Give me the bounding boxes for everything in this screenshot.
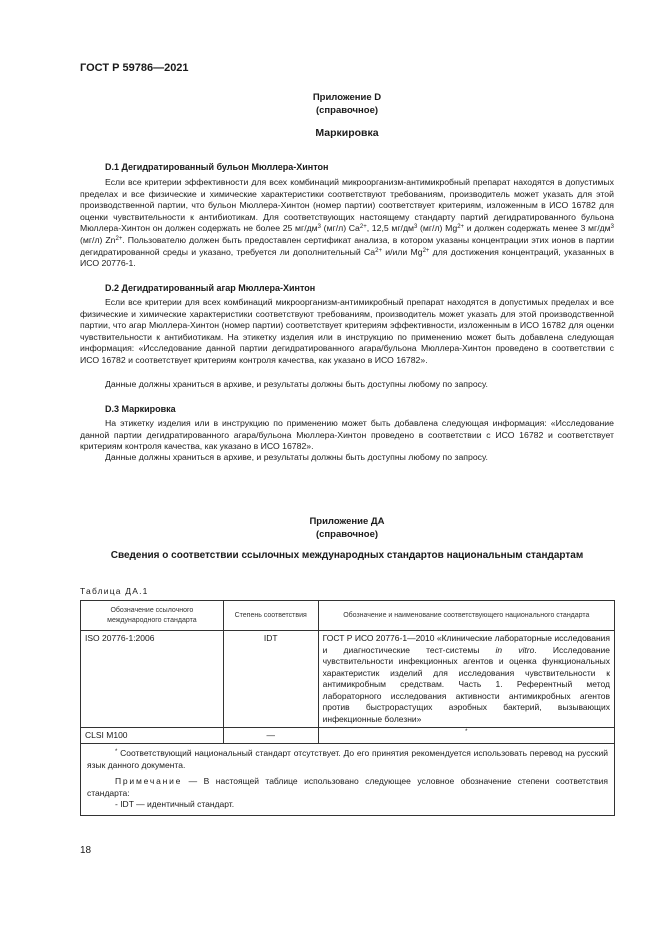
table-row — [81, 728, 615, 744]
appendix-da-subtitle: (справочное) — [315, 529, 379, 540]
appendix-d-subtitle: (справочное) — [315, 105, 379, 116]
table-footer — [81, 744, 615, 816]
page-number: 18 — [80, 845, 92, 856]
document-code: ГОСТ Р 59786—2021 — [80, 62, 189, 74]
cell-standard: CLSI M100 — [81, 728, 224, 744]
cell-national: ГОСТ Р ИСО 20776-1—2010 «Клинические лабораторные исследования и диагностические тест-системы in vitro. Исследование чувствительности инфекционных агентов и оценка функциональных характеристик изделий для исследования чувствительности к антимикробным средствам. Часть 1. Референтный метод лабораторного исследования активности антимикробных агентов против быстрорастущих аэробных бактерий, вызывающих инфекционные болезни» — [318, 631, 614, 728]
table-header-row — [81, 601, 615, 631]
section-d1-paragraph: Если все критерии эффективности для всех комбинаций микроорганизм-антимикробный препарат находятся в допустимых пределах и все физические и химические характеристики соответствуют требованиям, производитель может указать для этой производственной партии, что бульон Мюллера-Хинтон (номер партии) соответствует критериям, изложенным в ИСО 16782 для оценки чувствительности к антибиотикам. Для соответствующих настоящему стандарту партий дегидратированного бульона Мюллера-Хинтон он должен содержать не более 25 $мг/дм^3$ (мг/л) $Ca^{2+}$, 12,5 $мг/дм^3$ (мг/л) $Mg^{2+}$ и должен содержать менее 3 $мг/дм^3$ (мг/л) $Zn^{2+}$. Пользователю должен быть предоставлен сертификат анализа, в котором указаны концентрации этих ионов в партии дегидратированной среды и указано, требуется ли дополнительный $Ca^{2+}$ и/или $Mg^{2+}$ для достижения концентраций, указанных в ИСО 20776-1. — [80, 177, 614, 269]
table-note: Примечание — В настоящей таблице использовано следующее условное обозначение степени соответствия стандарта: — [87, 776, 608, 798]
cell-degree: IDT — [223, 631, 318, 728]
cell-national: * — [318, 728, 614, 744]
cell-degree: — — [223, 728, 318, 744]
header-international-standard: Обозначение ссылочного международного стандарта — [81, 601, 224, 631]
section-d3-title: D.3 Маркировка — [105, 404, 176, 414]
section-d3-paragraph-2: Данные должны храниться в архиве, и результаты должны быть доступны любому по запросу. — [105, 452, 488, 462]
section-d3-paragraph-1: На этикетку изделия или в инструкцию по применению может быть добавлена следующая информация: «Исследование данной партии дегидратированного агара/бульона Мюллера-Хинтон проведено в соответствии с ИСО 16782 и соответствует критериям контроля качества, как указано в ИСО 16782». — [80, 418, 614, 452]
appendix-d-heading: Маркировка — [315, 127, 379, 139]
footnote: * Соответствующий национальный стандарт отсутствует. До его принятия рекомендуется использовать перевод на русский язык данного документа. — [87, 748, 608, 770]
correspondence-table — [80, 600, 615, 816]
table-row — [81, 631, 615, 728]
cell-standard: ISO 20776-1:2006 — [81, 631, 224, 728]
appendix-da-title: Приложение ДА — [309, 516, 385, 527]
section-d1-title: D.1 Дегидратированный бульон Мюллера-Хинтон — [105, 162, 329, 172]
appendix-d-title: Приложение D — [312, 92, 382, 103]
table-footer-row — [81, 744, 615, 816]
header-degree: Степень соответствия — [223, 601, 318, 631]
section-d2-title: D.2 Дегидратированный агар Мюллера-Хинтон — [105, 283, 316, 293]
section-d2-paragraph-1: Если все критерии для всех комбинаций микроорганизм-антимикробный препарат находятся в допустимых пределах и все физические и химические характеристики соответствуют требованиям, производитель может указать для этой производственной партии, что агар Мюллера-Хинтон (номер партии) соответствует критериям эффективности, изложенным в ИСО 16782 для оценки чувствительности к антибиотикам. На этикетку изделия или в инструкцию по применению может быть добавлена следующая информация: «Исследование данной партии дегидратированного агара/бульона Мюллера-Хинтон проведено в соответствии с ИСО 16782 и соответствует критериям контроля качества, как указано в ИСО 16782». — [80, 297, 614, 365]
table-caption: Таблица ДА.1 — [80, 586, 149, 596]
section-d2-paragraph-2: Данные должны храниться в архиве, и результаты должны быть доступны любому по запросу. — [105, 379, 488, 389]
table-note-item: - IDT — идентичный стандарт. — [115, 799, 235, 809]
appendix-da-heading: Сведения о соответствии ссылочных международных стандартов национальным стандартам — [110, 550, 584, 561]
header-national-standard: Обозначение и наименование соответствующего национального стандарта — [318, 601, 614, 631]
